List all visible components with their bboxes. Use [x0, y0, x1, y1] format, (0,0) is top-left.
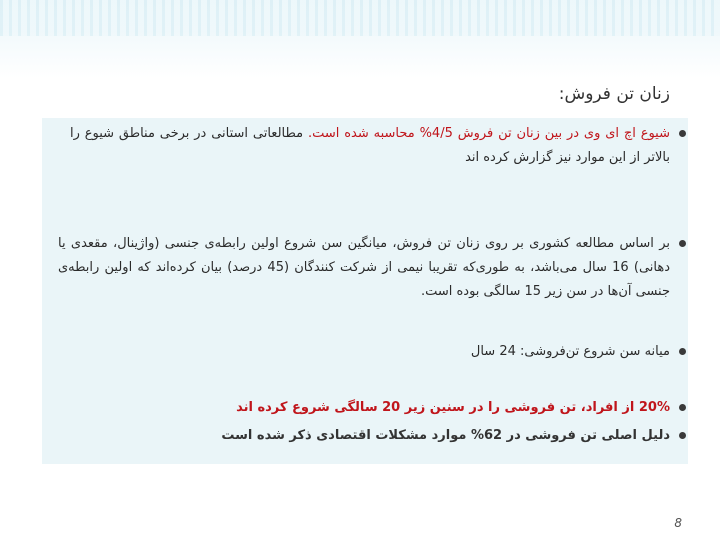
bullet-text: بر اساس مطالعه کشوری بر روی زنان تن فروش، میانگین سن شروع اولین رابطه‌ی جنسی (واژینال، مقعدی یا دهانی) 16 سال می‌باشد، به طوری‌که تقریبا نیمی از شرکت کنندگان (45 درصد) بیان کرده‌اند که اولین رابطه‌ی جنسی آن‌ها در سن زیر 15 سالگی بوده است. — [58, 236, 671, 299]
bullet-text-red-part-2: محاسبه شده است. — [307, 126, 415, 141]
bullet-text-red-part: شیوع اچ ای وی در بین زنان تن فروش 4/5% — [414, 126, 670, 141]
bullet-item-national-study — [58, 232, 670, 304]
header-decoration — [0, 0, 720, 78]
bullet-text-normal-part: مطالعاتی استانی در برخی مناطق شیوع را بالاتر از این موارد نیز گزارش کرده اند — [70, 126, 670, 165]
bullet-text: میانه سن شروع تن‌فروشی: 24 سال — [470, 344, 670, 359]
bullet-dot-icon — [679, 348, 686, 355]
bullet-text: 20% از افراد، تن فروشی را در سنین زیر 20 سالگی شروع کرده اند — [236, 400, 670, 415]
bullet-item-hiv-prevalence — [70, 122, 670, 170]
bullet-dot-icon — [679, 404, 686, 411]
bullet-text: دلیل اصلی تن فروشی در 62% موارد مشکلات اقتصادی ذکر شده است — [221, 428, 670, 443]
bullet-dot-icon — [679, 240, 686, 247]
bullet-item-median-age — [70, 340, 670, 364]
bullet-dot-icon — [679, 432, 686, 439]
slide-title: زنان تن فروش: — [558, 84, 670, 104]
page-number: 8 — [674, 516, 682, 530]
header-stripe — [0, 0, 720, 36]
bullet-dot-icon — [679, 130, 686, 137]
bullet-item-under-20 — [70, 396, 670, 420]
content-box — [42, 118, 688, 464]
bullet-item-economic-reason — [70, 424, 670, 448]
